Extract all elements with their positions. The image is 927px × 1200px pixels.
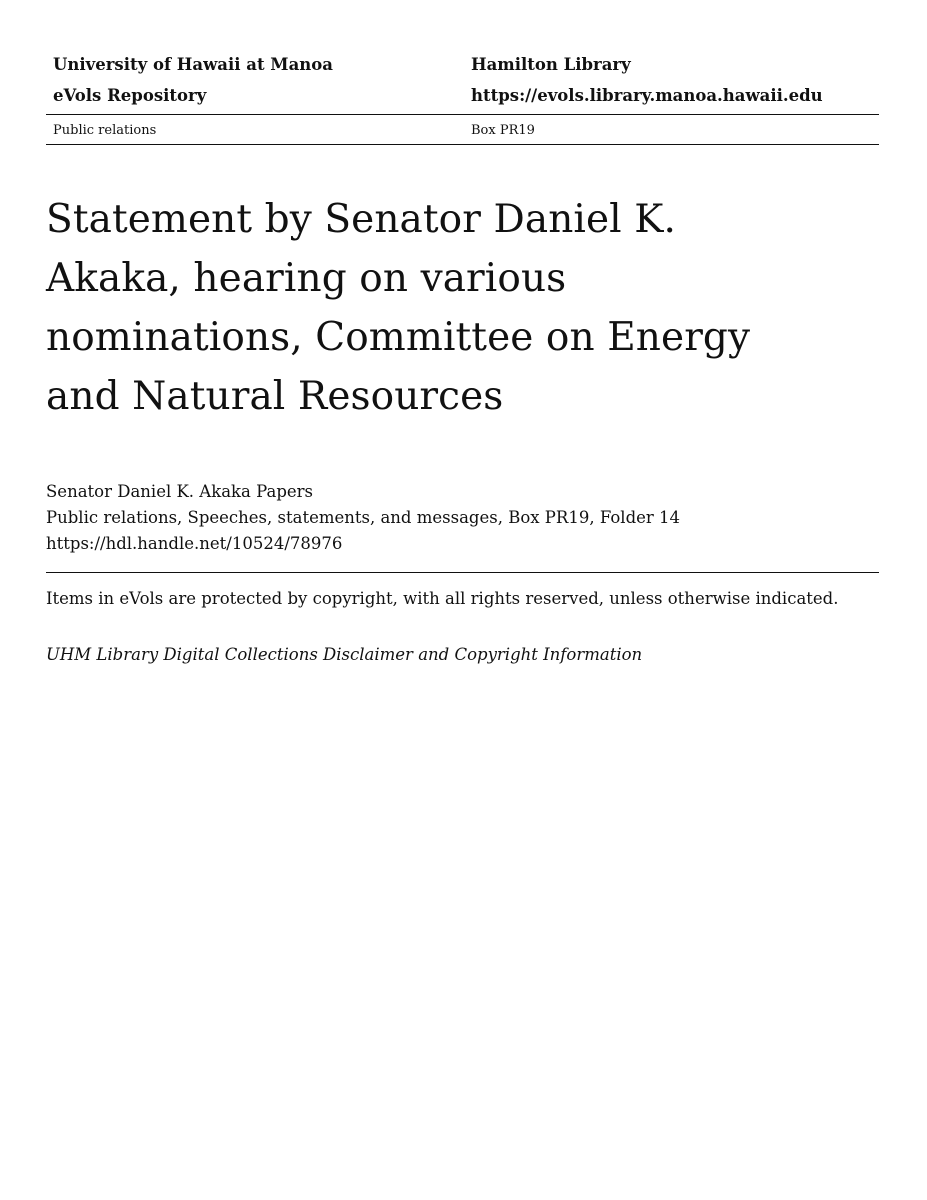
repository-url[interactable]: https://evols.library.manoa.hawaii.edu [471, 86, 823, 105]
header-row-2 [46, 83, 879, 114]
handle-link[interactable]: https://hdl.handle.net/10524/78976 [46, 534, 343, 553]
collection-label: Public relations [53, 123, 157, 138]
document-header [46, 52, 879, 145]
document-metadata [46, 479, 680, 557]
disclaimer-link[interactable]: UHM Library Digital Collections Disclaimer and Copyright Information [46, 645, 643, 664]
papers-collection: Senator Daniel K. Akaka Papers [46, 482, 314, 501]
rights-statement: Items in eVols are protected by copyright, with all rights reserved, unless otherwise indicated. [46, 589, 839, 608]
box-label: Box PR19 [471, 123, 535, 138]
header-row-1 [46, 52, 879, 83]
document-title: Statement by Senator Daniel K. Akaka, hearing on various nominations, Committee on Energy and Natural Resources [46, 197, 751, 419]
header-rule-bottom [46, 144, 879, 145]
repository-name: eVols Repository [53, 86, 207, 105]
section-divider [46, 572, 879, 573]
library-name: Hamilton Library [471, 55, 631, 74]
institution-name: University of Hawaii at Manoa [53, 55, 333, 74]
header-subrow [46, 115, 879, 144]
folder-location: Public relations, Speeches, statements, and messages, Box PR19, Folder 14 [46, 508, 681, 527]
